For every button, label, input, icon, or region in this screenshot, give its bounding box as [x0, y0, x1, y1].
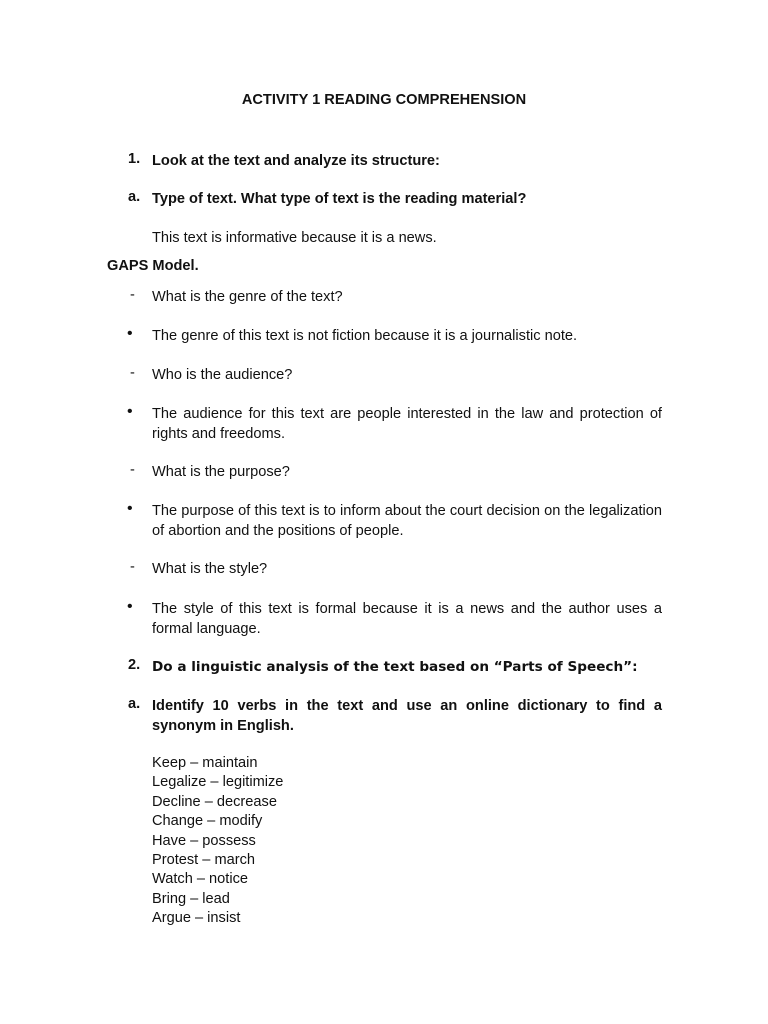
question-2a-text: Identify 10 verbs in the text and use an online dictionary to find a synonym in English. [152, 698, 662, 734]
gaps-question-purpose: What is the purpose? [152, 464, 290, 480]
gaps-item-marker: - [130, 287, 135, 303]
bullet-icon: • [127, 325, 133, 342]
list-item: Bring – lead [152, 890, 230, 907]
question-2-text: Do a linguistic analysis of the text based on “Parts of Speech”: [152, 659, 638, 675]
gaps-heading: GAPS Model. [107, 258, 199, 274]
bullet-icon: • [127, 598, 133, 615]
question-1-number: 1. [128, 151, 141, 167]
question-2-number: 2. [128, 657, 141, 673]
gaps-answer-style: The style of this text is formal because it is a news and the author uses a formal language. [152, 601, 662, 637]
gaps-item-marker: - [130, 559, 135, 575]
list-item: Keep – maintain [152, 755, 258, 771]
gaps-question-audience: Who is the audience? [152, 367, 293, 383]
gaps-answer-purpose: The purpose of this text is to inform about the court decision on the legalization of abortion and the positions of people. [152, 503, 662, 539]
list-item: Watch – notice [152, 871, 248, 888]
gaps-question-style: What is the style? [152, 561, 268, 577]
list-item: Change – modify [152, 813, 263, 830]
gaps-question-genre: What is the genre of the text? [152, 289, 343, 305]
page-title: ACTIVITY 1 READING COMPREHENSION [241, 92, 527, 108]
question-1a-answer: This text is informative because it is a news. [152, 230, 437, 246]
synonym-list [152, 754, 283, 929]
question-1a-text: Type of text. What type of text is the reading material? [152, 191, 527, 207]
gaps-item-marker: - [130, 365, 135, 381]
question-1-text: Look at the text and analyze its structure: [152, 153, 440, 169]
list-item: Argue – insist [152, 910, 241, 927]
question-2a-letter: a. [128, 696, 141, 712]
question-1a-letter: a. [128, 189, 141, 205]
gaps-answer-genre: The genre of this text is not fiction because it is a journalistic note. [152, 328, 578, 344]
gaps-item-marker: - [130, 462, 135, 478]
bullet-icon: • [127, 500, 133, 517]
bullet-icon: • [127, 403, 133, 420]
list-item: Protest – march [152, 852, 256, 869]
list-item: Have – possess [152, 832, 256, 849]
list-item: Legalize – legitimize [152, 774, 284, 791]
gaps-answer-audience: The audience for this text are people interested in the law and protection of rights and freedoms. [152, 406, 662, 442]
list-item: Decline – decrease [152, 793, 277, 810]
